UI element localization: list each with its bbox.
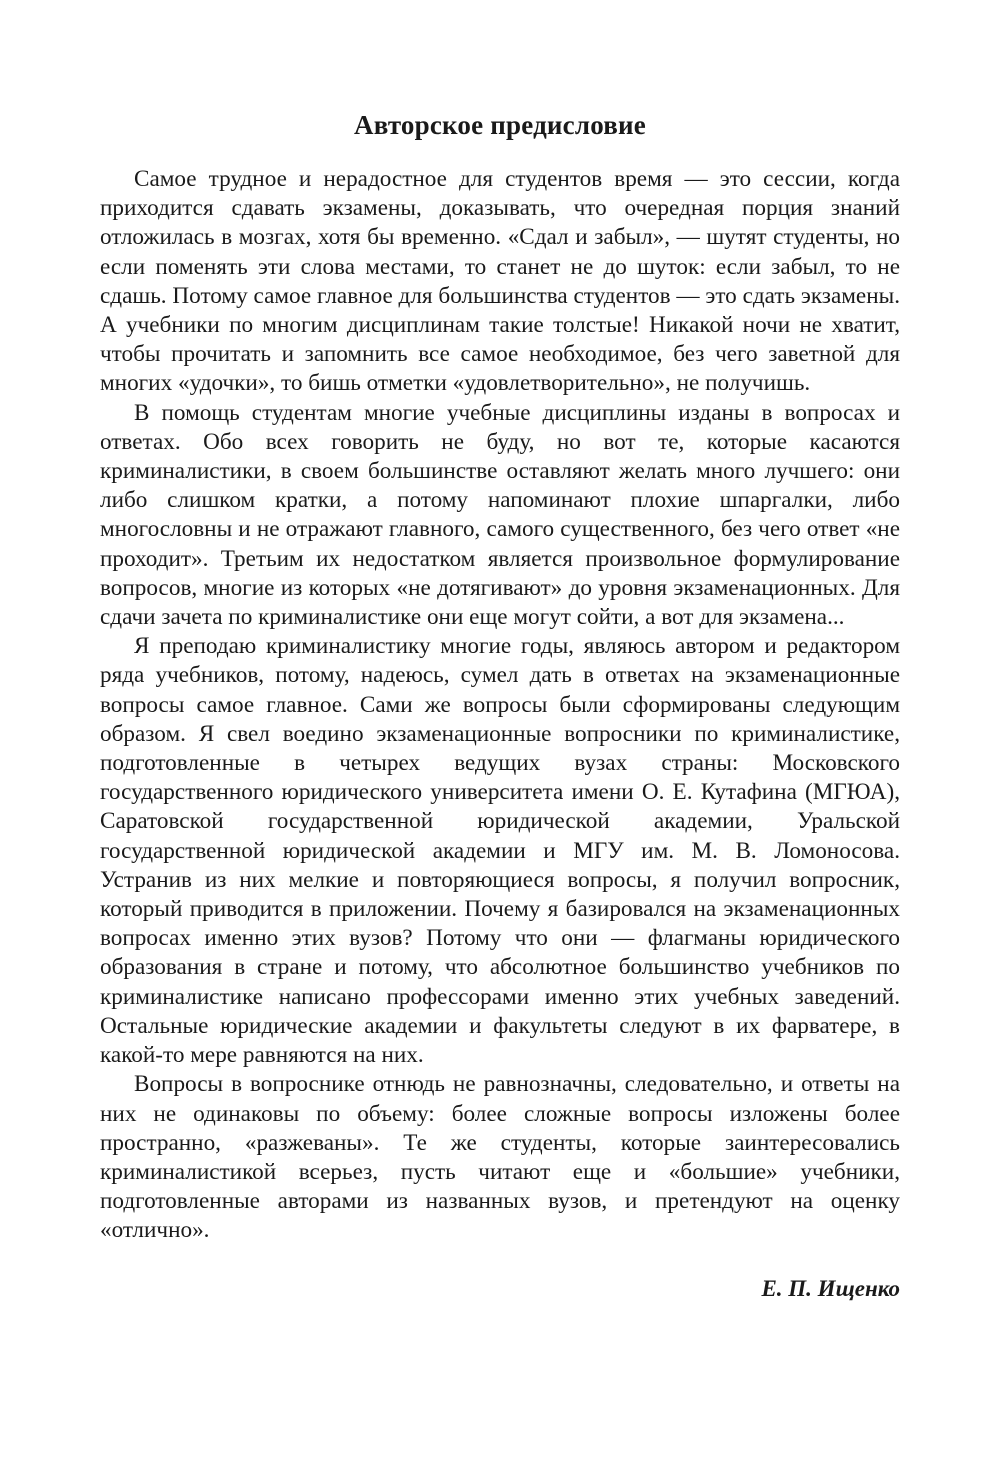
author-signature: Е. П. Ищенко: [761, 1275, 900, 1301]
paragraph: В помощь студентам многие учебные дисциплины изданы в вопросах и ответах. Обо всех говорить не буду, но вот те, которые касаются криминалистики, в своем большинстве оставляют желать много лучшего: они либо слишком кратки, а потому напоминают плохие шпаргалки, либо многословны и не отражают главного, самого существенного, без чего ответ «не проходит». Третьим их недостатком является произвольное формулирование вопросов, многие из которых «не дотягивают» до уровня экзаменационных. Для сдачи зачета по криминалистике они еще могут сойти, а вот для экзамена...: [100, 399, 900, 631]
paragraph: Я преподаю криминалистику многие годы, являюсь автором и редактором ряда учебников, потому, надеюсь, сумел дать в ответах на экзаменационные вопросы самое главное. Сами же вопросы были сформированы следующим образом. Я свел воедино экзаменационные вопросники по криминалистике, подготовленные в четырех ведущих вузах страны: Московского государственного юридического университета имени О. Е. Кутафина (МГЮА), Саратовской государственной юридической академии, Уральской государственной юридической академии и МГУ им. М. В. Ломоносова. Устранив из них мелкие и повторяющиеся вопросы, я получил вопросник, который приводится в приложении. Почему я базировался на экзаменационных вопросах именно этих вузов? Потому что они — флагманы юридического образования в стране и потому, что абсолютное большинство учебников по криминалистике написано профессорами именно этих учебных заведений. Остальные юридические академии и факультеты следуют в их фарватере, в какой-то мере равняются на них.: [100, 633, 900, 1069]
paragraph: Вопросы в вопроснике отнюдь не равнозначны, следовательно, и ответы на них не одинаковы по объему: более сложные вопросы изложены более пространно, «разжеваны». Те же студенты, которые заинтересовались криминалистикой всерьез, пусть читают еще и «большие» учебники, подготовленные авторами из названных вузов, и претендуют на оценку «отлично».: [100, 1071, 900, 1244]
paragraph: Самое трудное и нерадостное для студентов время — это сессии, когда приходится сдавать экзамены, доказывать, что очередная порция знаний отложилась в мозгах, хотя бы временно. «Сдал и забыл», — шутят студенты, но если поменять эти слова местами, то станет не до шуток: если забыл, то не сдашь. Потому самое главное для большинства студентов — это сдать экзамены. А учебники по многим дисциплинам такие толстые! Никакой ночи не хватит, чтобы прочитать и запомнить все самое необходимое, без чего заветной для многих «удочки», то бишь отметки «удовлетворительно», не получишь.: [100, 166, 900, 397]
document-page: [100, 110, 900, 1302]
page-title: Авторское предисловие: [354, 110, 646, 140]
